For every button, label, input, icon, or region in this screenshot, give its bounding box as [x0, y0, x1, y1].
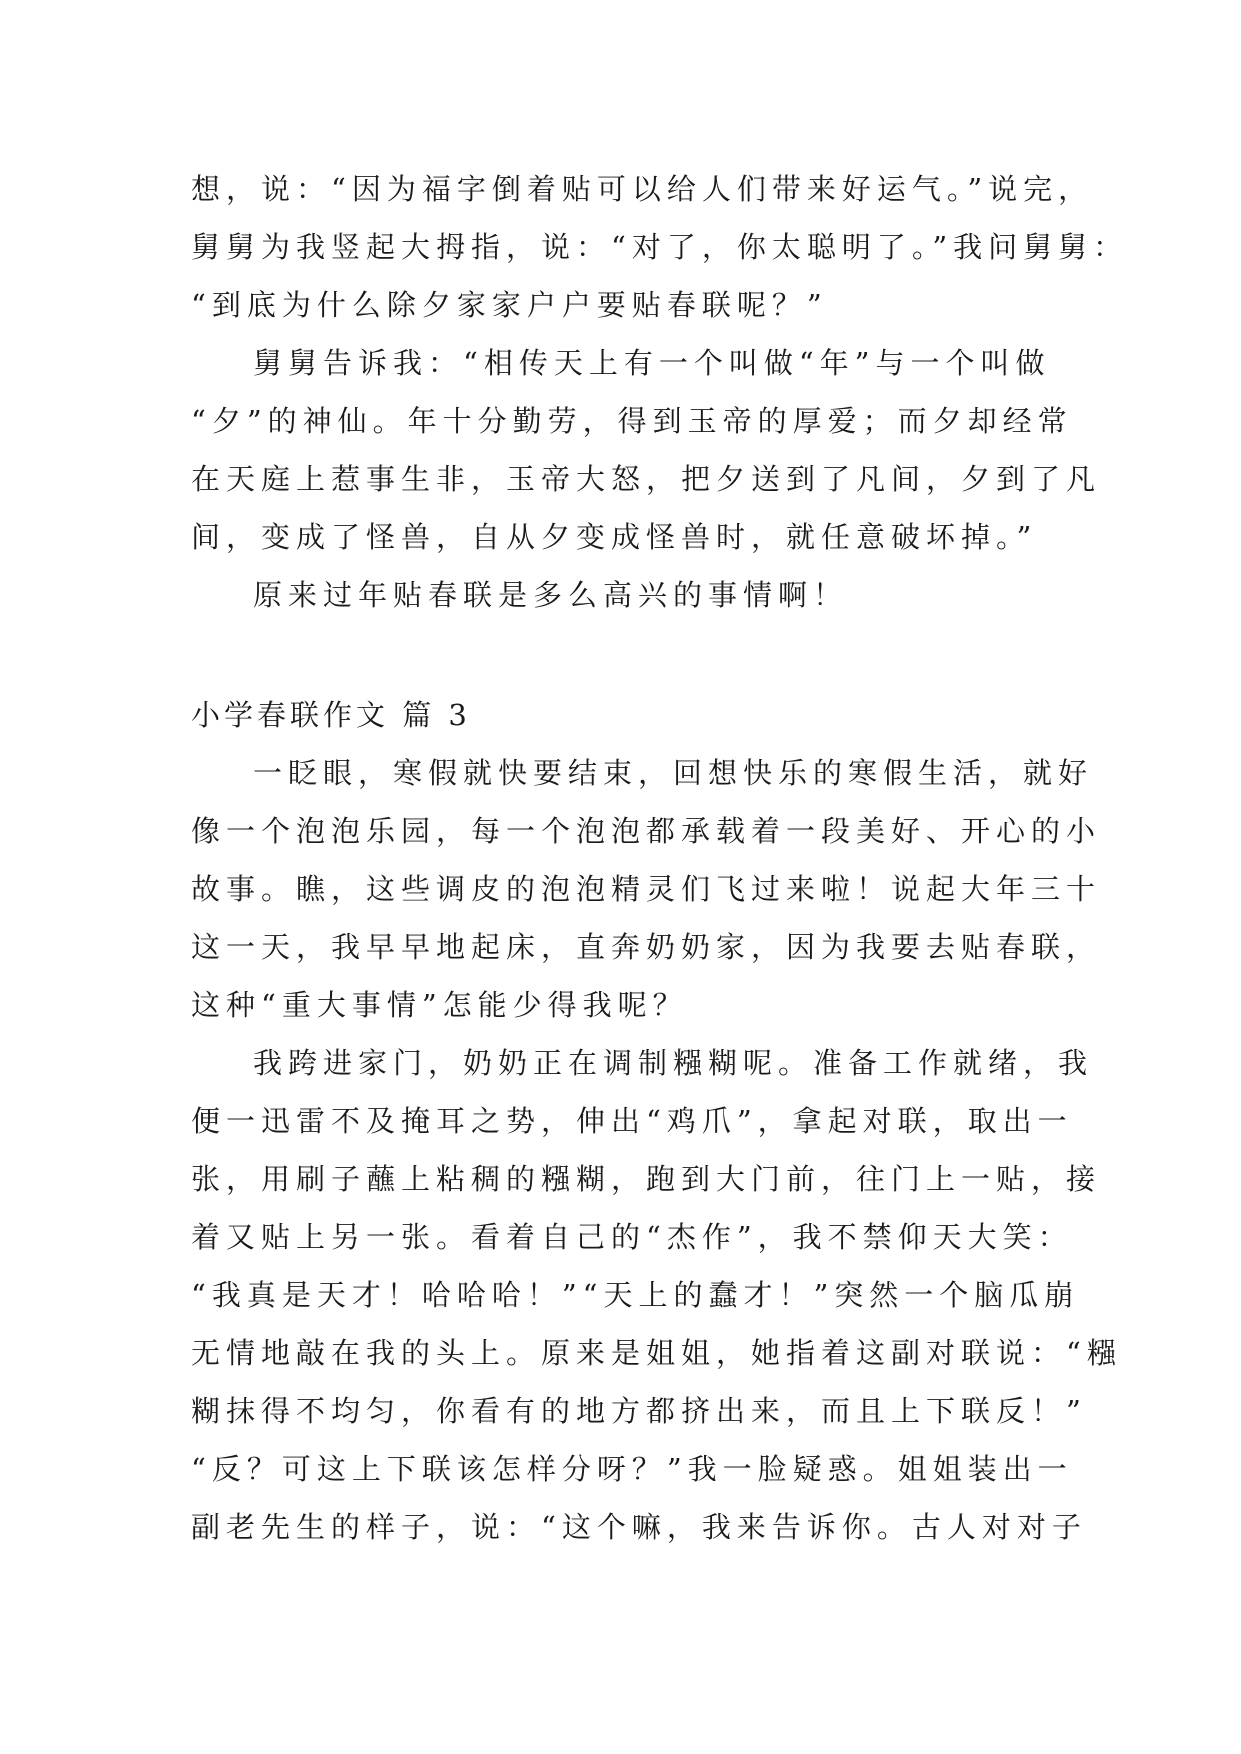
text-line: “到底为什么除夕家家户户要贴春联呢？” [191, 288, 828, 322]
text-line: 无情地敲在我的头上。原来是姐姐，她指着这副对联说：“糨 [191, 1336, 1122, 1370]
text-line: 在天庭上惹事生非，玉帝大怒，把夕送到了凡间，夕到了凡 [191, 462, 1102, 496]
paragraph-start-line: 舅舅告诉我：“相传天上有一个叫做“年”与一个叫做 [253, 346, 1051, 380]
text-line: 舅舅为我竖起大拇指，说：“对了，你太聪明了。”我问舅舅： [191, 230, 1129, 264]
essay-continuation [191, 160, 1129, 624]
text-line: 间，变成了怪兽，自从夕变成怪兽时，就任意破坏掉。” [191, 520, 1038, 554]
text-line: 这种“重大事情”怎能少得我呢？ [191, 988, 688, 1022]
paragraph-start-line: 原来过年贴春联是多么高兴的事情啊！ [253, 578, 849, 612]
essay-body [191, 744, 1122, 1556]
text-line: “夕”的神仙。年十分勤劳，得到玉帝的厚爱；而夕却经常 [191, 404, 1073, 438]
essay-heading: 小学春联作文 篇 3 [191, 698, 471, 732]
paragraph-start-line: 我跨进家门，奶奶正在调制糨糊呢。准备工作就绪，我 [253, 1046, 1094, 1080]
text-line: 像一个泡泡乐园，每一个泡泡都承载着一段美好、开心的小 [191, 814, 1102, 848]
text-line: 便一迅雷不及掩耳之势，伸出“鸡爪”，拿起对联，取出一 [191, 1104, 1073, 1138]
text-line: 副老先生的样子，说：“这个嘛，我来告诉你。古人对对子 [191, 1510, 1087, 1544]
text-line: 故事。瞧，这些调皮的泡泡精灵们飞过来啦！说起大年三十 [191, 872, 1102, 906]
text-line: “我真是天才！哈哈哈！”“天上的蠢才！”突然一个脑瓜崩 [191, 1278, 1080, 1312]
text-line: 这一天，我早早地起床，直奔奶奶家，因为我要去贴春联， [191, 930, 1102, 964]
paragraph-start-line: 一眨眼，寒假就快要结束，回想快乐的寒假生活，就好 [253, 756, 1094, 790]
text-line: 着又贴上另一张。看着自己的“杰作”，我不禁仰天大笑： [191, 1220, 1073, 1254]
text-line: 张，用刷子蘸上粘稠的糨糊，跑到大门前，往门上一贴，接 [191, 1162, 1102, 1196]
text-line: “反？可这上下联该怎样分呀？”我一脸疑惑。姐姐装出一 [191, 1452, 1073, 1486]
text-line: 糊抹得不均匀，你看有的地方都挤出来，而且上下联反！” [191, 1394, 1087, 1428]
text-line: 想，说：“因为福字倒着贴可以给人们带来好运气。”说完， [191, 172, 1094, 206]
